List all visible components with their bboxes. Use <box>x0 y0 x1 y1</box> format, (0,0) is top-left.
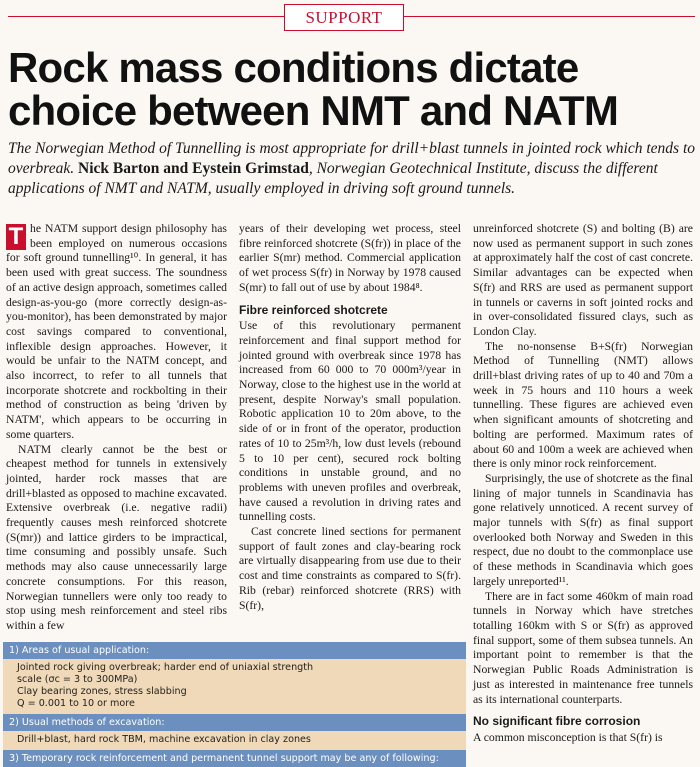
box-body-2 <box>3 731 466 750</box>
summary-box <box>3 642 466 764</box>
box-line: Jointed rock giving overbreak; harder end of uniaxial strength <box>17 662 314 673</box>
subhead-fibre-corrosion: No significant fibre corrosion <box>473 714 641 729</box>
column-1 <box>6 222 227 634</box>
column-3 <box>473 222 693 746</box>
box-heading-2: 2) Usual methods of excavation: <box>3 714 466 731</box>
section-tag: SUPPORT <box>284 4 404 31</box>
col2-paragraph-3: Cast concrete lined sections for permanent support of fault zones and clay-bearing rock are virtually disappearing from use due to their cost and time constraints as compared to S(fr). Rib (rebar) reinforced shotcrete (RRS) with S(fr), <box>239 525 461 612</box>
drop-cap: T <box>6 224 26 250</box>
col2-paragraph-1: years of their developing wet process, steel fibre reinforced shotcrete (S(fr)) in place of the earlier S(mr) method. Commercial application of wet process S(fr) in Norway by 1978 caused S(mr) to fall out of use by about 1984⁸. <box>239 222 461 294</box>
col3-paragraph-4: There are in fact some 460km of main road tunnels in Norway which have stretches totalling 160km with S or S(fr) as approved final support, some of them subsea tunnels. An important point to remember is that the Norwegian Public Roads Administration is just as interested in maintenance free tunnels as its international counterparts. <box>473 589 693 706</box>
column-2 <box>239 222 461 613</box>
col1-paragraph-2: NATM clearly cannot be the best or cheapest method for tunnels in extensively jointed, harder rock masses that are drill+blasted as opposed to machine excavated. Extensive overbreak (i.e. negative radii) frequently causes mesh reinforced shotcrete (S(mr)) and lattice girders to be impractical, time consuming and possibly unsafe. Such methods may also cause unnecessarily large concrete consumptions. For this reason, Norwegian tunnellers were only too ready to stop using mesh reinforcement and steel ribs within a few <box>6 442 227 632</box>
standfirst-intro: The Norwegian Method of Tunnelling is most appropriate for drill+blast tunnels in jointed rock which tends to overbreak. <box>8 140 696 177</box>
col1-paragraph-1-text: he NATM support design philosophy has been employed on numerous occasions for soft ground tunnelling¹⁰. In general, it has been used with great success. The soundness of an active design approach, sometimes called design-as-you-go (more correctly design-as-you-monitor), has been demonstrated by major cost savings compared to conventional, inflexible design approaches. However, it would be unfair to the NATM concept, and also incorrect, to refer to all tunnels that incorporate shotcrete and rockbolting in their method of construction as being 'driven by NATM', which appears to be occurring in some quarters. <box>6 222 227 441</box>
box-heading-1: 1) Areas of usual application: <box>3 642 466 659</box>
col3-paragraph-5: A common misconception is that S(fr) is <box>473 730 663 744</box>
section-rule-left <box>8 16 284 17</box>
box-line: scale (σc = 3 to 300MPa) <box>17 674 138 685</box>
col2-paragraph-2: Use of this revolutionary permanent reinforcement and final support method for jointed ground with overbreak since 1978 has increased from 60 000 to 70 000m³/year in Norway, close to the highest use in the world at present, despite Norway's small population. Robotic application 10 to 20m above, to the side of or in front of the operator, production rates of 10 to 25m³/h, low dust levels (rebound 5 to 10 per cent), secured rock bolting conditions in unstable ground, and no problems with uneven profiles and overbreak, have caused a revolution in driving rates and tunnelling costs. <box>239 319 461 524</box>
standfirst <box>8 139 696 199</box>
article-title: Rock mass conditions dictate choice between NMT and NATM <box>8 44 618 134</box>
box-line: Drill+blast, hard rock TBM, machine excavation in clay zones <box>17 734 311 745</box>
section-rule-right <box>403 16 695 17</box>
standfirst-authors: Nick Barton and Eystein Grimstad <box>78 160 309 177</box>
box-body-1 <box>3 659 466 714</box>
standfirst-affiliation: , Norwegian Geotechnical Institute, discuss the different applications of NMT and NATM, usually employed in driving soft ground tunnels. <box>8 160 658 197</box>
col3-paragraph-3: Surprisingly, the use of shotcrete as the final lining of major tunnels in Scandinavia has gone relatively unnoticed. A recent survey of major tunnels with S(fr) as final support overlooked both Norway and Sweden in this respect, due no doubt to the commonplace use of these methods in Scandinavia which goes largely unreported¹¹. <box>473 471 693 588</box>
col3-paragraph-2: The no-nonsense B+S(fr) Norwegian Method of Tunnelling (NMT) allows drill+blast driving rates of up to 40 and 70m a week in 75 hours and 110 hours a week tunnelling. These figures are achieved even when significant amounts of shotcreting and bolting are performed. Maximum rates of about 60 and 100m a week are achieved when there is only minor rock reinforcement. <box>473 339 693 471</box>
box-line: Q = 0.001 to 10 or more <box>17 698 135 709</box>
subhead-fibre-reinforced: Fibre reinforced shotcrete <box>239 302 388 317</box>
col1-paragraph-1 <box>6 222 227 443</box>
box-heading-3: 3) Temporary rock reinforcement and permanent tunnel support may be any of following: <box>3 750 466 767</box>
box-line: Clay bearing zones, stress slabbing <box>17 686 187 697</box>
col3-paragraph-1: unreinforced shotcrete (S) and bolting (B) are now used as permanent support in such zones at approximately half the cost of cast concrete. Similar advantages can be expected when S(fr) and RRS are used as permanent support in tunnels or caverns in soft jointed rocks and in over-consolidated fissured clays, such as London Clay. <box>473 222 693 338</box>
